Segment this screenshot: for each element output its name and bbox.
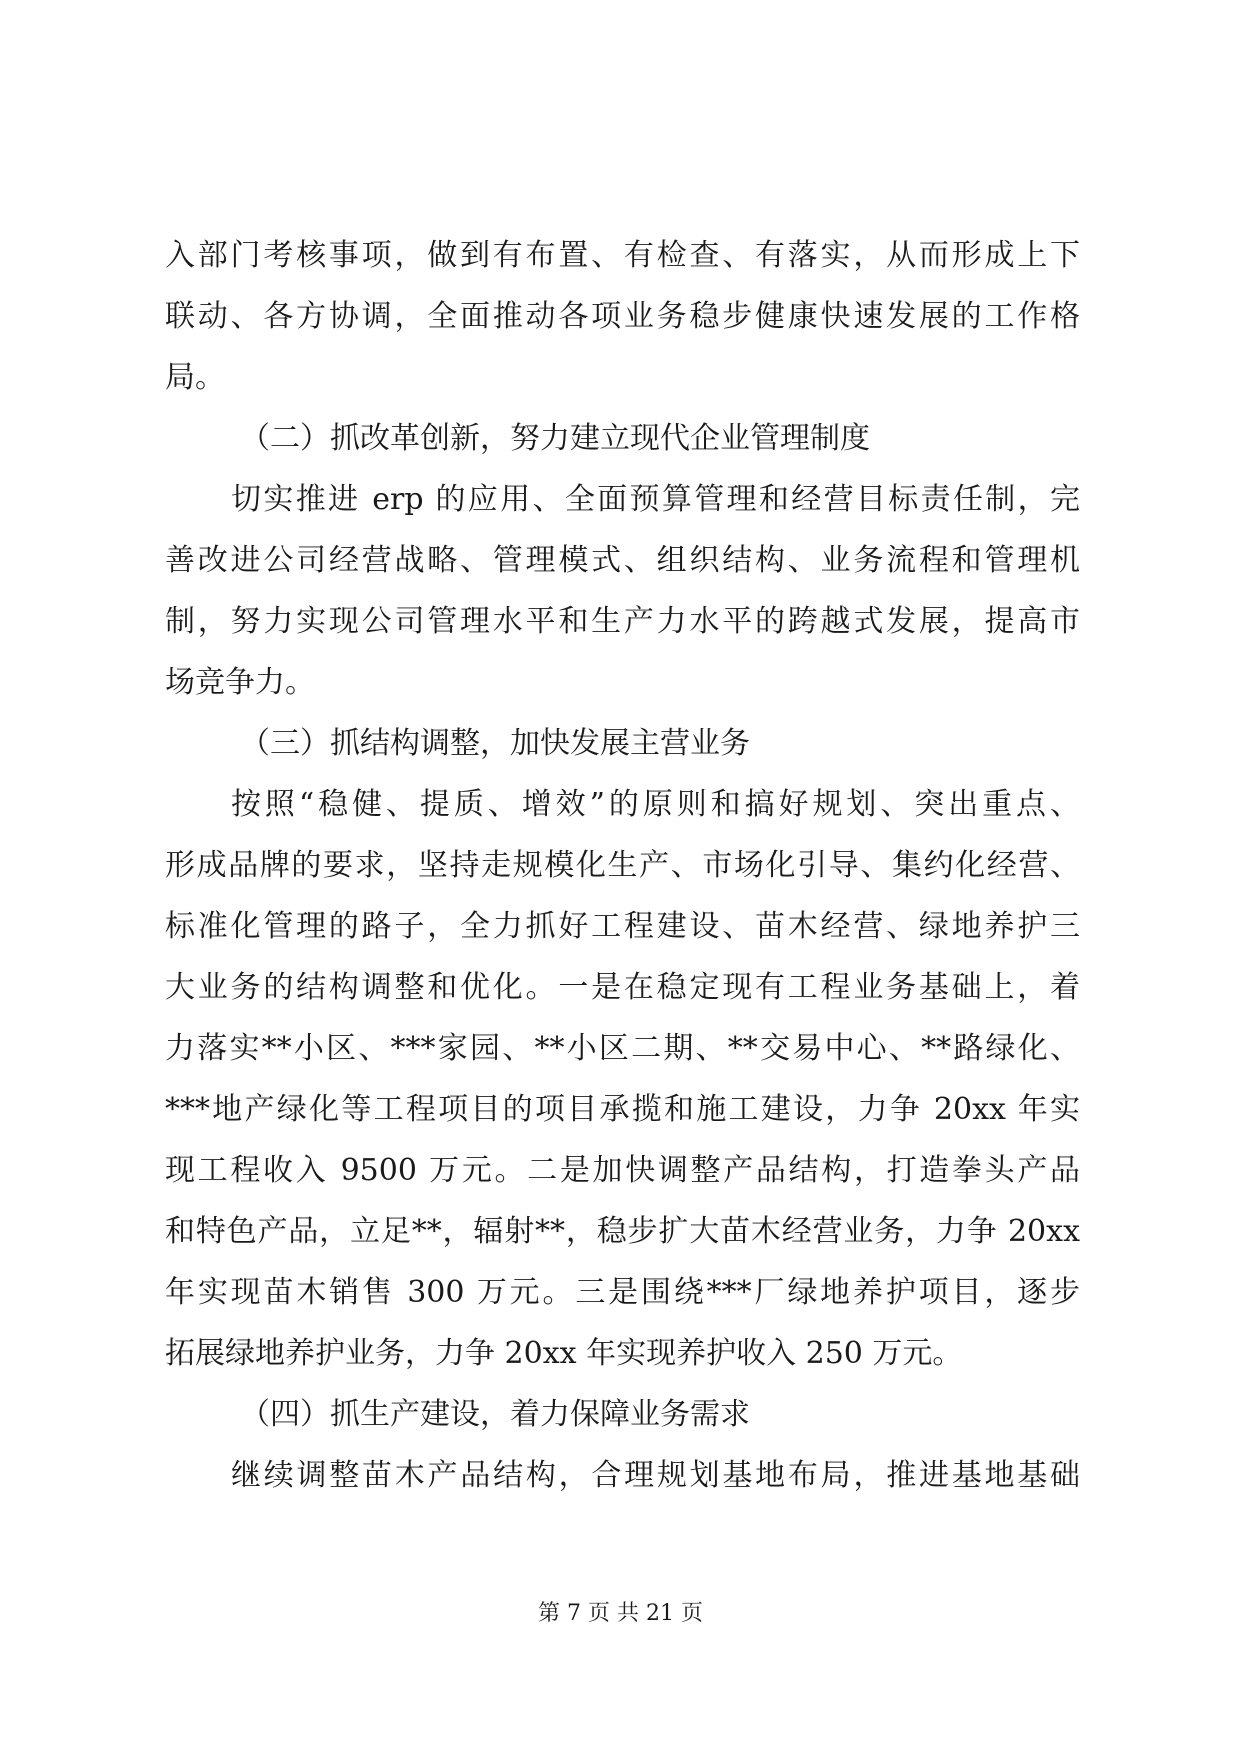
body-line: 拓展绿地养护业务，力争 20xx 年实现养护收入 250 万元。 xyxy=(165,1336,963,1371)
body-line: 联动、各方协调，全面推动各项业务稳步健康快速发展的工作格 xyxy=(165,299,1080,334)
body-line: 大业务的结构调整和优化。一是在稳定现有工程业务基础上，着 xyxy=(165,970,1080,1005)
body-line: 和特色产品，立足**，辐射**，稳步扩大苗木经营业务，力争 20xx xyxy=(165,1214,1080,1249)
body-line: 善改进公司经营战略、管理模式、组织结构、业务流程和管理机 xyxy=(165,543,1080,578)
body-line: 继续调整苗木产品结构，合理规划基地布局，推进基地基础 xyxy=(231,1458,1080,1493)
section-heading: （四）抓生产建设，着力保障业务需求 xyxy=(240,1397,750,1432)
page-number-footer: 第 7 页 共 21 页 xyxy=(538,1601,703,1626)
body-line: 力落实**小区、***家园、**小区二期、**交易中心、**路绿化、 xyxy=(165,1031,1080,1066)
body-line: 切实推进 erp 的应用、全面预算管理和经营目标责任制，完 xyxy=(231,482,1080,517)
body-line: 入部门考核事项，做到有布置、有检查、有落实，从而形成上下 xyxy=(165,238,1080,273)
body-line: 现工程收入 9500 万元。二是加快调整产品结构，打造拳头产品 xyxy=(165,1153,1080,1188)
section-heading: （二）抓改革创新，努力建立现代企业管理制度 xyxy=(240,421,870,456)
body-line: 标准化管理的路子，全力抓好工程建设、苗木经营、绿地养护三 xyxy=(165,909,1080,944)
body-line: 制，努力实现公司管理水平和生产力水平的跨越式发展，提高市 xyxy=(165,604,1080,639)
body-line: 按照“稳健、提质、增效”的原则和搞好规划、突出重点、 xyxy=(231,787,1080,822)
document-body xyxy=(165,225,1080,1506)
body-line: 年实现苗木销售 300 万元。三是围绕***厂绿地养护项目，逐步 xyxy=(165,1275,1080,1310)
body-line: 局。 xyxy=(165,360,225,395)
section-heading: （三）抓结构调整，加快发展主营业务 xyxy=(240,726,750,761)
body-line: 场竞争力。 xyxy=(165,665,315,700)
body-line: 形成品牌的要求，坚持走规模化生产、市场化引导、集约化经营、 xyxy=(165,848,1080,883)
body-line: ***地产绿化等工程项目的项目承揽和施工建设，力争 20xx 年实 xyxy=(165,1092,1080,1127)
